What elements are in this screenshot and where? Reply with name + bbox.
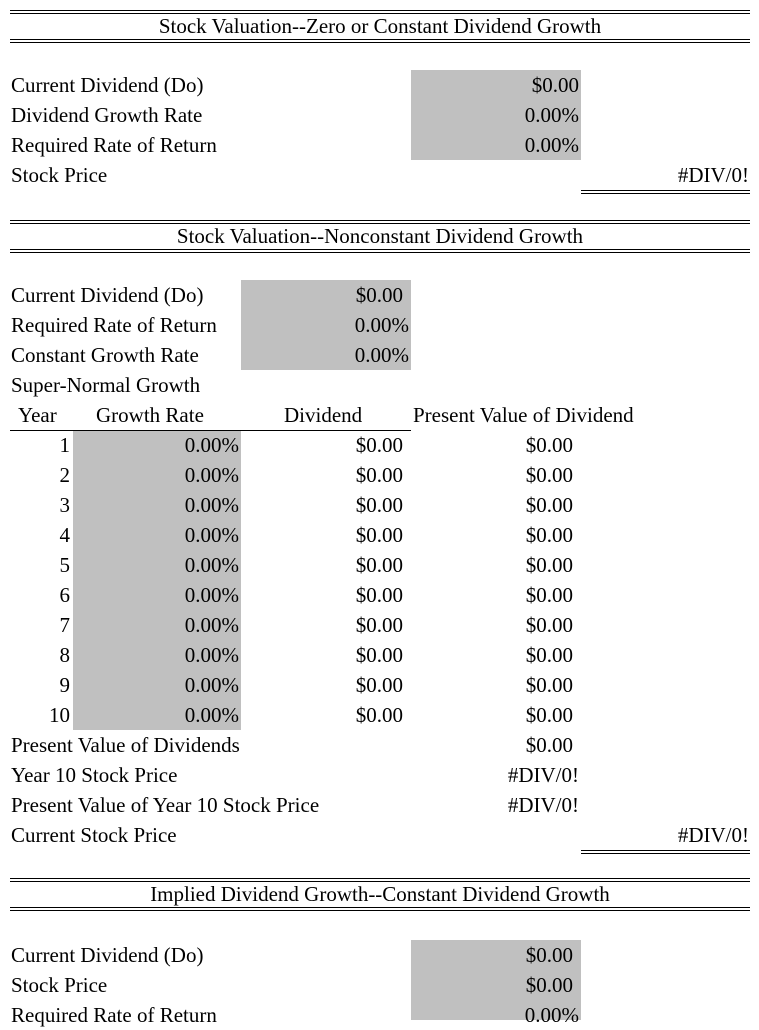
table-pv-cell[interactable]: $0.00	[525, 523, 573, 547]
section2-header	[10, 220, 750, 250]
table-pv-cell[interactable]: $0.00	[525, 553, 573, 577]
table-dividend-cell[interactable]: $0.00	[355, 463, 403, 487]
table-dividend-cell[interactable]: $0.00	[355, 643, 403, 667]
s1-label-growth-rate: Dividend Growth Rate	[11, 103, 203, 127]
section2-title: Stock Valuation--Nonconstant Dividend Growth	[176, 224, 584, 248]
s2-required-return-cell[interactable]: 0.00%	[354, 313, 409, 337]
table-pv-cell[interactable]: $0.00	[525, 583, 573, 607]
s2-label-pv-year10-price: Present Value of Year 10 Stock Price	[11, 793, 320, 817]
table-dividend-cell[interactable]: $0.00	[355, 583, 403, 607]
s2-label-pv-dividends: Present Value of Dividends	[11, 733, 240, 757]
s1-stock-price-result[interactable]: #DIV/0!	[677, 163, 749, 187]
s1-label-stock-price: Stock Price	[11, 163, 108, 187]
s1-label-current-dividend: Current Dividend (Do)	[11, 73, 204, 97]
col-header-dividend: Dividend	[284, 403, 363, 427]
table-growth-rate-cell[interactable]: 0.00%	[184, 463, 239, 487]
section3-title: Implied Dividend Growth--Constant Dividend Growth	[150, 882, 610, 906]
table-growth-rate-cell[interactable]: 0.00%	[184, 523, 239, 547]
section1-header	[10, 10, 750, 40]
s2-pv-dividends-value[interactable]: $0.00	[525, 733, 573, 757]
s2-constant-growth-cell[interactable]: 0.00%	[354, 343, 409, 367]
table-year-cell: 9	[59, 673, 70, 697]
s2-supernormal-label: Super-Normal Growth	[11, 373, 201, 397]
table-dividend-cell[interactable]: $0.00	[355, 433, 403, 457]
table-year-cell: 3	[59, 493, 70, 517]
s3-required-return-cell[interactable]: 0.00%	[524, 1003, 579, 1027]
col-header-growth-rate: Growth Rate	[96, 403, 204, 427]
s2-label-required-return: Required Rate of Return	[11, 313, 217, 337]
table-year-cell: 1	[59, 433, 70, 457]
table-year-cell: 10	[49, 703, 70, 727]
table-growth-rate-cell[interactable]: 0.00%	[184, 553, 239, 577]
section3-header	[10, 878, 750, 908]
s1-growth-rate-cell[interactable]: 0.00%	[524, 103, 579, 127]
table-year-cell: 7	[59, 613, 70, 637]
table-pv-cell[interactable]: $0.00	[525, 643, 573, 667]
s3-label-required-return: Required Rate of Return	[11, 1003, 217, 1027]
s2-current-dividend-cell[interactable]: $0.00	[355, 283, 403, 307]
table-pv-cell[interactable]: $0.00	[525, 673, 573, 697]
s1-required-return-cell[interactable]: 0.00%	[524, 133, 579, 157]
table-pv-cell[interactable]: $0.00	[525, 433, 573, 457]
s2-result-underline	[581, 850, 750, 854]
table-growth-rate-cell[interactable]: 0.00%	[184, 673, 239, 697]
table-pv-cell[interactable]: $0.00	[525, 703, 573, 727]
table-dividend-cell[interactable]: $0.00	[355, 493, 403, 517]
table-growth-rate-cell[interactable]: 0.00%	[184, 613, 239, 637]
table-dividend-cell[interactable]: $0.00	[355, 523, 403, 547]
table-year-cell: 8	[59, 643, 70, 667]
table-pv-cell[interactable]: $0.00	[525, 613, 573, 637]
s3-label-stock-price: Stock Price	[11, 973, 108, 997]
table-growth-rate-cell[interactable]: 0.00%	[184, 583, 239, 607]
table-dividend-cell[interactable]: $0.00	[355, 613, 403, 637]
s2-current-stock-price-result[interactable]: #DIV/0!	[677, 823, 749, 847]
section1-title: Stock Valuation--Zero or Constant Dividend Growth	[158, 14, 602, 38]
table-dividend-cell[interactable]: $0.00	[355, 673, 403, 697]
table-pv-cell[interactable]: $0.00	[525, 463, 573, 487]
s2-pv-year10-price-value[interactable]: #DIV/0!	[507, 793, 579, 817]
s3-stock-price-cell[interactable]: $0.00	[525, 973, 573, 997]
s2-label-constant-growth: Constant Growth Rate	[11, 343, 199, 367]
table-growth-rate-cell[interactable]: 0.00%	[184, 703, 239, 727]
s1-result-underline	[581, 190, 750, 194]
s2-label-current-dividend: Current Dividend (Do)	[11, 283, 204, 307]
table-growth-rate-cell[interactable]: 0.00%	[184, 433, 239, 457]
table-year-cell: 4	[59, 523, 70, 547]
table-dividend-cell[interactable]: $0.00	[355, 553, 403, 577]
table-dividend-cell[interactable]: $0.00	[355, 703, 403, 727]
s2-year10-price-value[interactable]: #DIV/0!	[507, 763, 579, 787]
s3-label-current-dividend: Current Dividend (Do)	[11, 943, 204, 967]
s1-label-required-return: Required Rate of Return	[11, 133, 217, 157]
table-year-cell: 5	[59, 553, 70, 577]
s2-label-current-stock-price: Current Stock Price	[11, 823, 177, 847]
col-header-year: Year	[18, 403, 57, 427]
table-year-cell: 2	[59, 463, 70, 487]
table-growth-rate-cell[interactable]: 0.00%	[184, 643, 239, 667]
table-pv-cell[interactable]: $0.00	[525, 493, 573, 517]
s3-current-dividend-cell[interactable]: $0.00	[525, 943, 573, 967]
col-header-present-value: Present Value of Dividend	[413, 403, 634, 427]
table-year-cell: 6	[59, 583, 70, 607]
s2-label-year10-price: Year 10 Stock Price	[11, 763, 178, 787]
table-growth-rate-cell[interactable]: 0.00%	[184, 493, 239, 517]
s1-current-dividend-cell[interactable]: $0.00	[531, 73, 579, 97]
